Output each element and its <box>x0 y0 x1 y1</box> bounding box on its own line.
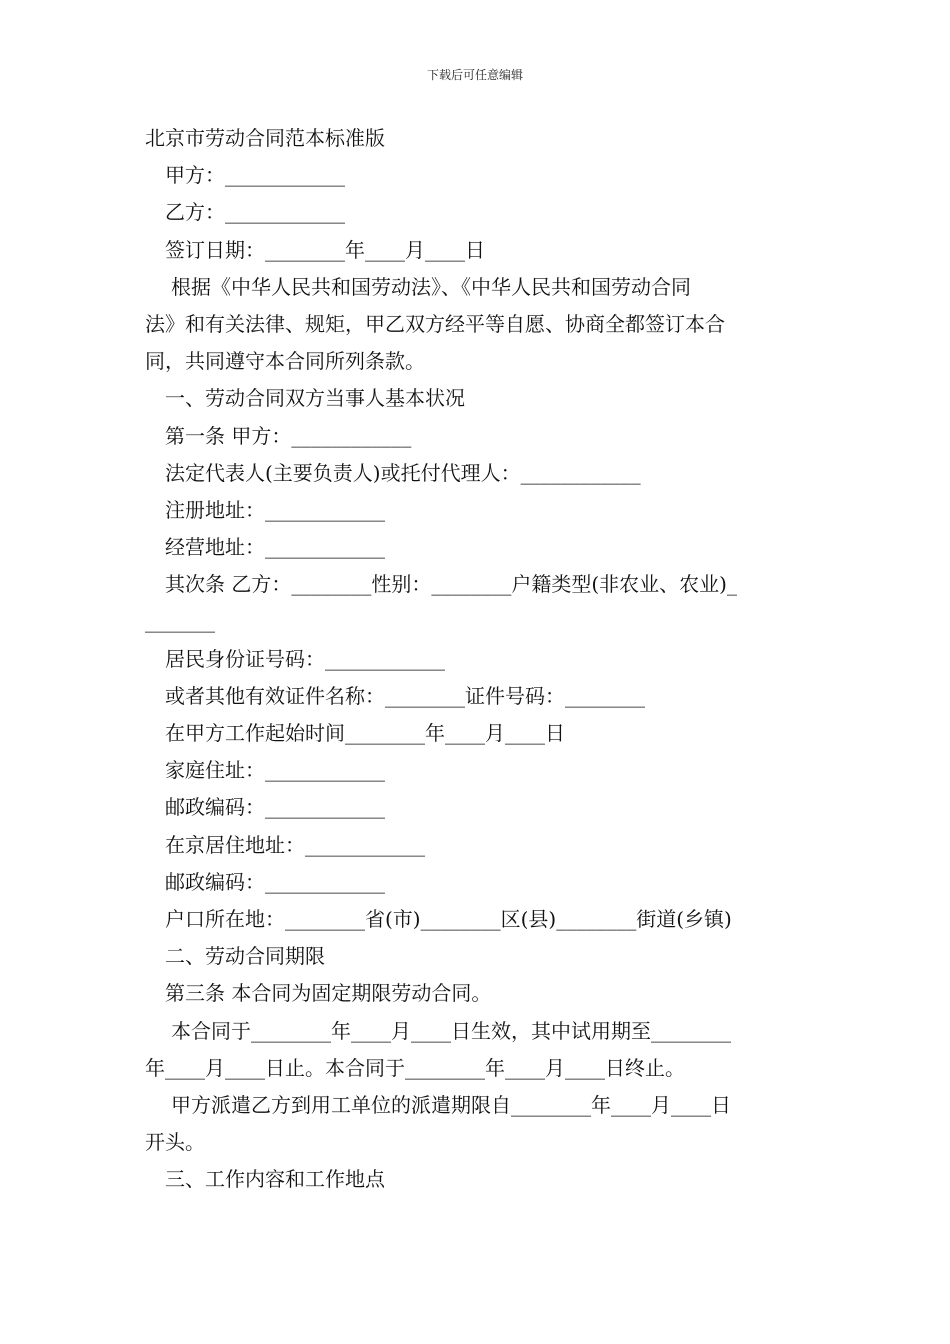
article-1-line: 第一条 甲方：____________ <box>165 423 412 448</box>
beijing-address-line: 在京居住地址：____________ <box>165 832 425 857</box>
party-b-line: 乙方：____________ <box>165 200 345 225</box>
section-heading-2: 二、劳动合同期限 <box>165 944 325 969</box>
preamble-line-2: 法》和有关法律、规矩，甲乙双方经平等自愿、协商全都签订本合 <box>145 311 725 336</box>
registered-address-line: 注册地址：____________ <box>165 497 385 522</box>
signing-date-line: 签订日期：________年____月____日 <box>165 237 485 262</box>
home-address-line: 家庭住址：____________ <box>165 758 385 783</box>
section-heading-3: 三、工作内容和工作地点 <box>165 1167 385 1192</box>
hukou-location-line: 户口所在地：________省(市)________区(县)________街道(乡镇) <box>165 906 732 931</box>
postal-code-line-2: 邮政编码：____________ <box>165 869 385 894</box>
party-a-line: 甲方：____________ <box>165 163 345 188</box>
postal-code-line-1: 邮政编码：____________ <box>165 795 385 820</box>
section-heading-1: 一、劳动合同双方当事人基本状况 <box>165 386 465 411</box>
article-3-line: 第三条 本合同为固定期限劳动合同。 <box>165 981 492 1006</box>
id-number-line: 居民身份证号码：____________ <box>165 646 445 671</box>
dispatch-term-line-2: 开头。 <box>145 1130 205 1155</box>
contract-term-line-2: 年____月____日止。本合同于________年____月____日终止。 <box>145 1055 685 1080</box>
other-certificate-line: 或者其他有效证件名称：________证件号码：________ <box>165 683 645 708</box>
work-start-date-line: 在甲方工作起始时间________年____月____日 <box>165 721 565 745</box>
preamble-line-1: 根据《中华人民共和国劳动法》、《中华人民共和国劳动合同 <box>171 274 691 299</box>
business-address-line: 经营地址：____________ <box>165 535 385 560</box>
document-body <box>145 120 810 1198</box>
contract-term-line-1: 本合同于________年____月____日生效，其中试用期至________ <box>171 1018 731 1043</box>
document-title: 北京市劳动合同范本标准版 <box>145 126 385 150</box>
page-header-note: 下载后可任意编辑 <box>426 68 523 82</box>
legal-representative-line: 法定代表人(主要负责人)或托付代理人：____________ <box>165 460 641 485</box>
article-2-line-continued: _______ <box>145 609 215 634</box>
dispatch-term-line-1: 甲方派遣乙方到用工单位的派遣期限自________年____月____日 <box>171 1092 731 1117</box>
preamble-line-3: 同，共同遵守本合同所列条款。 <box>145 349 425 374</box>
article-2-line: 其次条 乙方：________性别：________户籍类型(非农业、农业)_ <box>165 572 737 597</box>
